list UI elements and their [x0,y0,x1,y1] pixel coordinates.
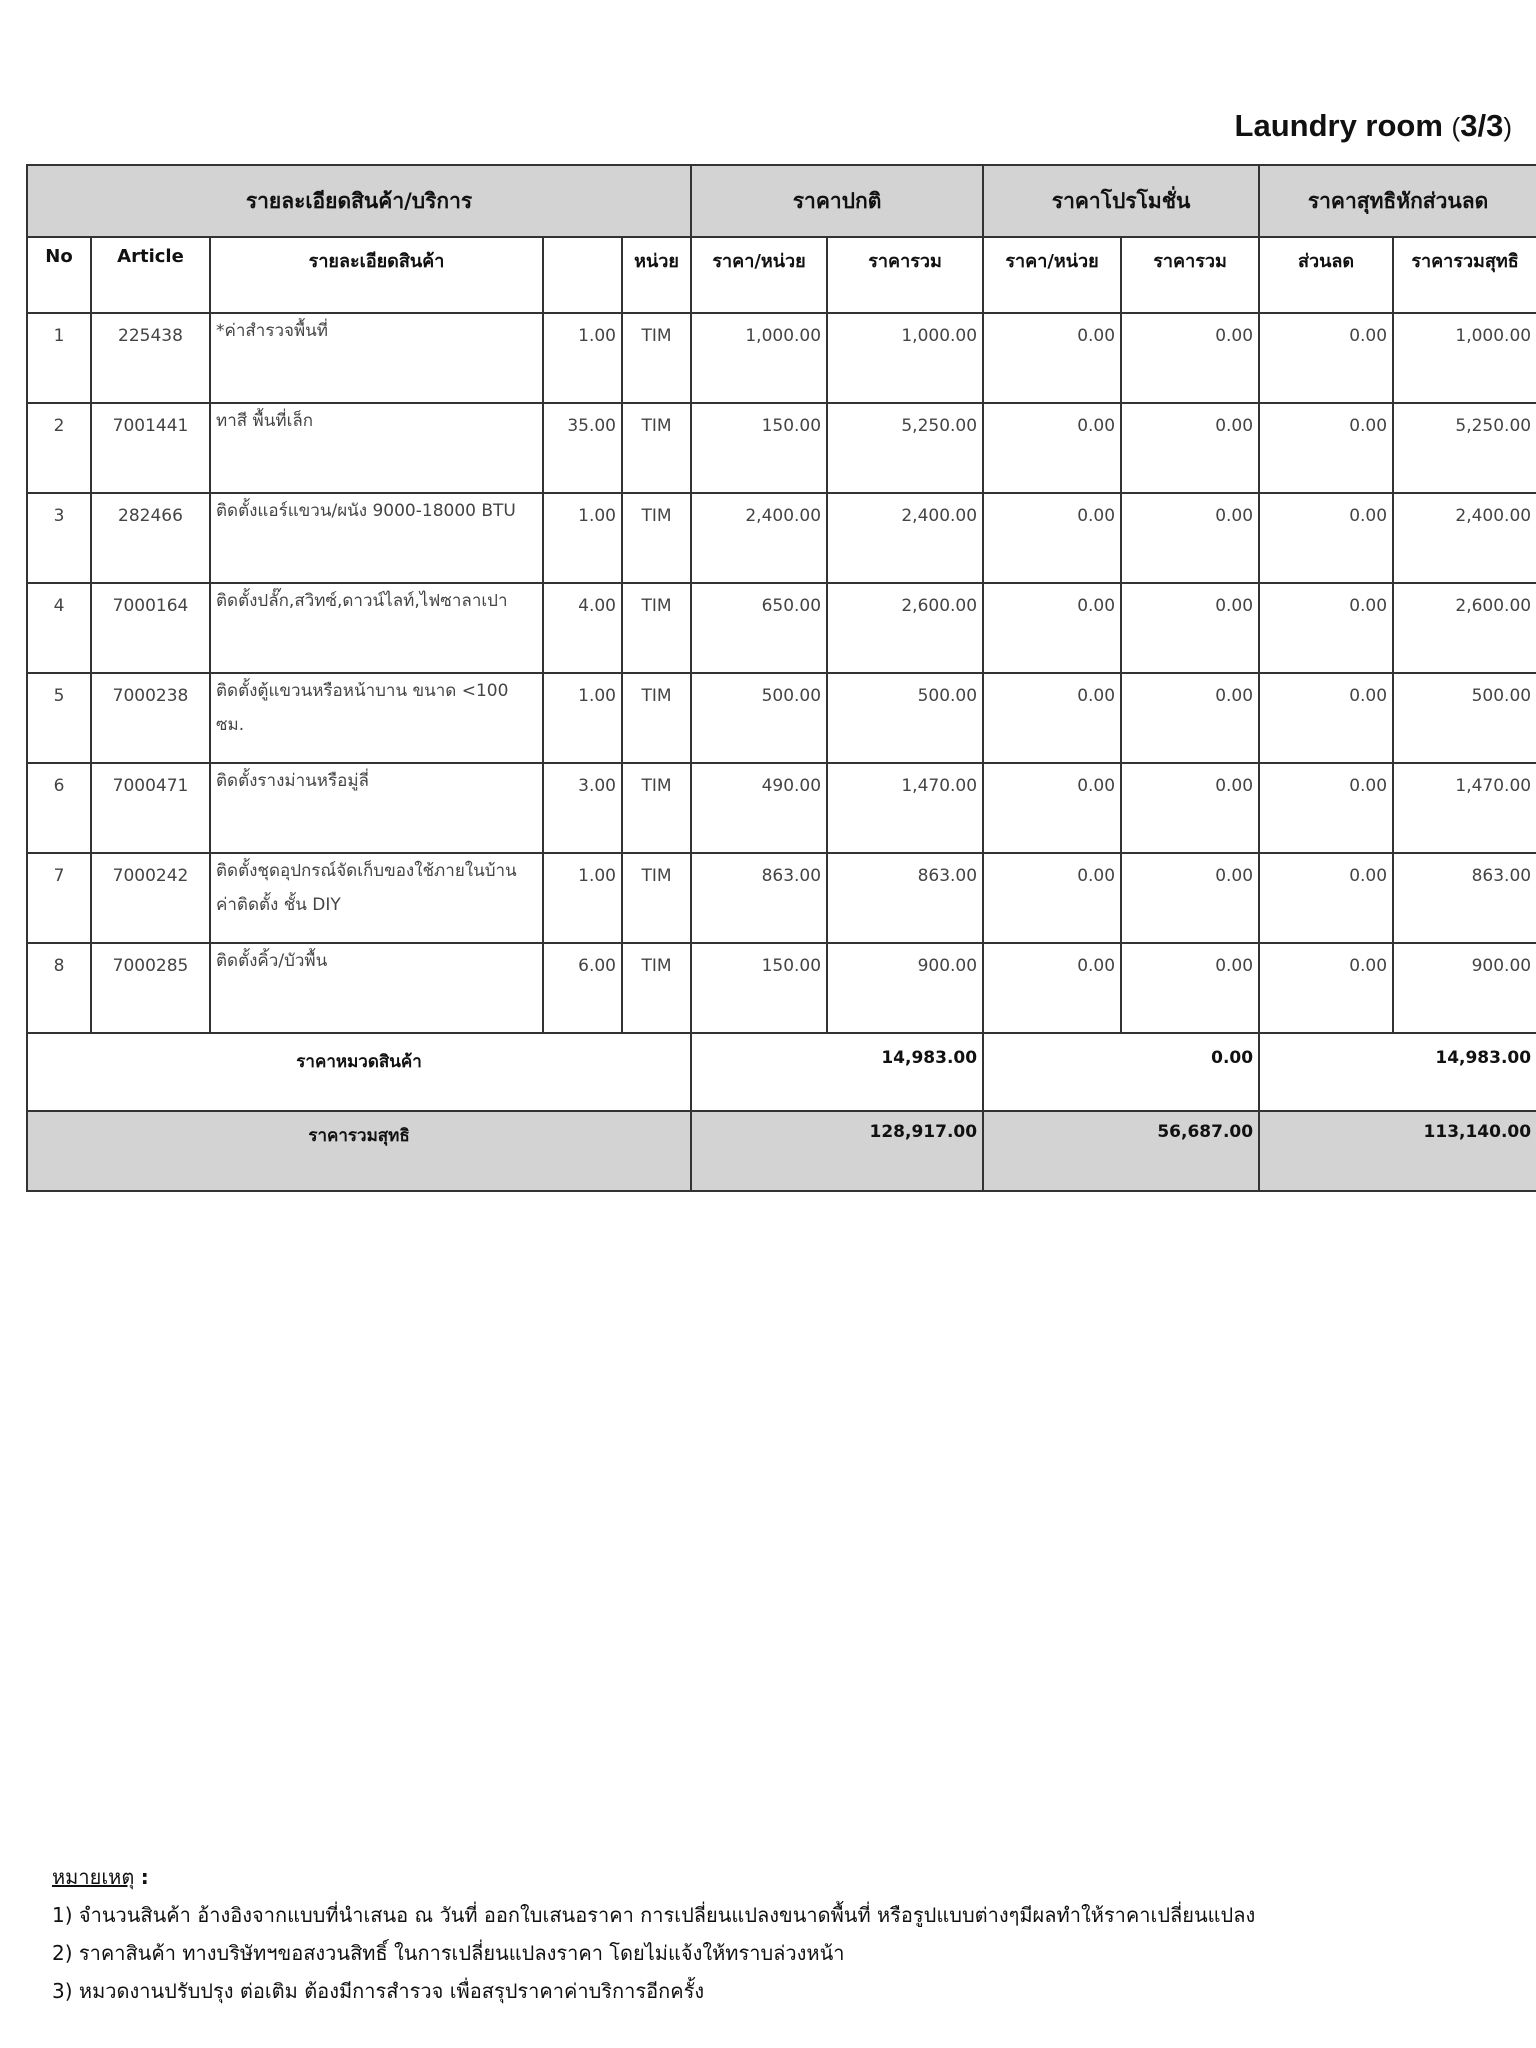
description-line: ติดตั้งตู้แขวนหรือหน้าบาน ขนาด <100 ซม. [216,681,509,735]
cell-article: 7000238 [91,673,210,763]
cell-unit-price: 150.00 [691,943,827,1033]
cell-promo-total: 0.00 [1121,673,1259,763]
col-header-article: Article [91,237,210,313]
description-line: ทาสี พื้นที่เล็ก [216,411,314,431]
cell-promo-unit-price: 0.00 [983,493,1121,583]
group-header-row [27,165,1536,237]
table-row [27,493,1536,583]
category-total-net: 14,983.00 [1259,1033,1536,1111]
cell-qty: 6.00 [543,943,622,1033]
group-header-promo-price: ราคาโปรโมชั่น [983,165,1259,237]
table-row [27,763,1536,853]
cell-no: 4 [27,583,91,673]
cell-total: 2,600.00 [827,583,983,673]
notes-heading: หมายเหตุ [52,1865,135,1889]
cell-promo-unit-price: 0.00 [983,583,1121,673]
cell-description [210,493,543,583]
cell-article: 7001441 [91,403,210,493]
column-header-row [27,237,1536,313]
col-header-normal-total: ราคารวม [827,237,983,313]
cell-total: 900.00 [827,943,983,1033]
cell-qty: 1.00 [543,673,622,763]
category-total-row [27,1033,1536,1111]
col-header-no: No [27,237,91,313]
cell-discount: 0.00 [1259,943,1393,1033]
cell-unit-price: 2,400.00 [691,493,827,583]
col-header-qty [543,237,622,313]
cell-description [210,673,543,763]
cell-unit: TIM [622,763,691,853]
col-header-net-total: ราคารวมสุทธิ [1393,237,1536,313]
page-title-close-paren: ) [1503,112,1512,142]
cell-discount: 0.00 [1259,493,1393,583]
grand-total-net: 113,140.00 [1259,1111,1536,1191]
page-title [1235,108,1512,144]
page-title-open-paren: ( [1451,112,1461,142]
notes-section [52,1858,1255,2010]
cell-qty: 1.00 [543,853,622,943]
cell-promo-unit-price: 0.00 [983,403,1121,493]
cell-discount: 0.00 [1259,853,1393,943]
cell-net-total: 5,250.00 [1393,403,1536,493]
page-title-main: Laundry room [1234,108,1443,143]
cell-qty: 4.00 [543,583,622,673]
category-total-normal: 14,983.00 [691,1033,983,1111]
cell-no: 7 [27,853,91,943]
cell-discount: 0.00 [1259,583,1393,673]
cell-promo-unit-price: 0.00 [983,943,1121,1033]
cell-net-total: 900.00 [1393,943,1536,1033]
grand-total-label: ราคารวมสุทธิ [27,1111,691,1191]
grand-total-row [27,1111,1536,1191]
cell-no: 6 [27,763,91,853]
group-header-net-price: ราคาสุทธิหักส่วนลด [1259,165,1536,237]
cell-qty: 1.00 [543,493,622,583]
cell-unit: TIM [622,943,691,1033]
cell-discount: 0.00 [1259,313,1393,403]
cell-description [210,853,543,943]
category-total-label: ราคาหมวดสินค้า [27,1033,691,1111]
col-header-normal-unit-price: ราคา/หน่วย [691,237,827,313]
table-row [27,313,1536,403]
cell-no: 2 [27,403,91,493]
description-line-2: ค่าติดตั้ง ชั้น DIY [216,895,341,915]
page-number: 3/3 [1460,108,1504,143]
cell-promo-total: 0.00 [1121,853,1259,943]
group-header-details: รายละเอียดสินค้า/บริการ [27,165,691,237]
cell-discount: 0.00 [1259,673,1393,763]
grand-total-promo: 56,687.00 [983,1111,1259,1191]
cell-unit: TIM [622,583,691,673]
col-header-description: รายละเอียดสินค้า [210,237,543,313]
cell-discount: 0.00 [1259,763,1393,853]
cell-unit: TIM [622,673,691,763]
cell-unit-price: 1,000.00 [691,313,827,403]
cell-net-total: 1,000.00 [1393,313,1536,403]
category-total-promo: 0.00 [983,1033,1259,1111]
cell-article: 225438 [91,313,210,403]
description-line: ติดตั้งรางม่านหรือมู่ลี่ [216,771,369,791]
cell-unit: TIM [622,403,691,493]
cell-description [210,403,543,493]
cell-unit-price: 490.00 [691,763,827,853]
cell-qty: 35.00 [543,403,622,493]
cell-promo-total: 0.00 [1121,403,1259,493]
cell-promo-unit-price: 0.00 [983,673,1121,763]
cell-article: 282466 [91,493,210,583]
cell-total: 2,400.00 [827,493,983,583]
description-line: ติดตั้งชุดอุปกรณ์จัดเก็บของใช้ภายในบ้าน [216,861,517,881]
cell-promo-total: 0.00 [1121,943,1259,1033]
cell-net-total: 863.00 [1393,853,1536,943]
cell-description [210,313,543,403]
cell-no: 1 [27,313,91,403]
table-row [27,583,1536,673]
cell-total: 500.00 [827,673,983,763]
description-line: *ค่าสำรวจพื้นที่ [216,321,329,341]
cell-net-total: 2,400.00 [1393,493,1536,583]
cell-qty: 3.00 [543,763,622,853]
cell-unit: TIM [622,853,691,943]
cell-unit-price: 150.00 [691,403,827,493]
table-row [27,403,1536,493]
cell-promo-unit-price: 0.00 [983,313,1121,403]
table-row [27,853,1536,943]
cell-description [210,583,543,673]
cell-promo-total: 0.00 [1121,583,1259,673]
cell-net-total: 500.00 [1393,673,1536,763]
cell-article: 7000242 [91,853,210,943]
cell-total: 863.00 [827,853,983,943]
cell-article: 7000285 [91,943,210,1033]
cell-promo-total: 0.00 [1121,313,1259,403]
notes-heading-colon: : [140,1865,149,1889]
description-line: ติดตั้งคิ้ว/บัวพื้น [216,951,328,971]
cell-total: 5,250.00 [827,403,983,493]
table-row [27,943,1536,1033]
note-item: 1) จำนวนสินค้า อ้างอิงจากแบบที่นำเสนอ ณ วันที่ ออกใบเสนอราคา การเปลี่ยนแปลงขนาดพื้นที่ หรือรูปแบบต่างๆมีผลทำให้ราคาเปลี่ยนแปลง [52,1903,1256,1927]
cell-unit-price: 650.00 [691,583,827,673]
col-header-promo-unit-price: ราคา/หน่วย [983,237,1121,313]
cell-total: 1,000.00 [827,313,983,403]
cell-net-total: 1,470.00 [1393,763,1536,853]
description-line: ติดตั้งปลั๊ก,สวิทซ์,ดาวน์ไลท์,ไฟซาลาเปา [216,591,508,611]
table-row [27,673,1536,763]
cell-description [210,943,543,1033]
cell-description [210,763,543,853]
grand-total-normal: 128,917.00 [691,1111,983,1191]
note-item: 3) หมวดงานปรับปรุง ต่อเติม ต้องมีการสำรวจ เพื่อสรุปราคาค่าบริการอีกครั้ง [52,1979,705,2003]
cell-discount: 0.00 [1259,403,1393,493]
col-header-unit: หน่วย [622,237,691,313]
cell-promo-unit-price: 0.00 [983,763,1121,853]
cell-net-total: 2,600.00 [1393,583,1536,673]
cell-unit-price: 863.00 [691,853,827,943]
cell-promo-unit-price: 0.00 [983,853,1121,943]
cell-qty: 1.00 [543,313,622,403]
cell-article: 7000164 [91,583,210,673]
group-header-normal-price: ราคาปกติ [691,165,983,237]
cell-no: 8 [27,943,91,1033]
col-header-promo-total: ราคารวม [1121,237,1259,313]
notes-heading-line [52,1858,1255,1896]
cell-unit: TIM [622,493,691,583]
cell-unit-price: 500.00 [691,673,827,763]
cell-total: 1,470.00 [827,763,983,853]
cell-promo-total: 0.00 [1121,763,1259,853]
cell-article: 7000471 [91,763,210,853]
quotation-table [26,164,1536,1192]
cell-no: 5 [27,673,91,763]
description-line: ติดตั้งแอร์แขวน/ผนัง 9000-18000 BTU [216,501,516,521]
cell-unit: TIM [622,313,691,403]
cell-no: 3 [27,493,91,583]
col-header-discount: ส่วนลด [1259,237,1393,313]
cell-promo-total: 0.00 [1121,493,1259,583]
note-item: 2) ราคาสินค้า ทางบริษัทฯขอสงวนสิทธิ์ ในการเปลี่ยนแปลงราคา โดยไม่แจ้งให้ทราบล่วงหน้า [52,1941,845,1965]
